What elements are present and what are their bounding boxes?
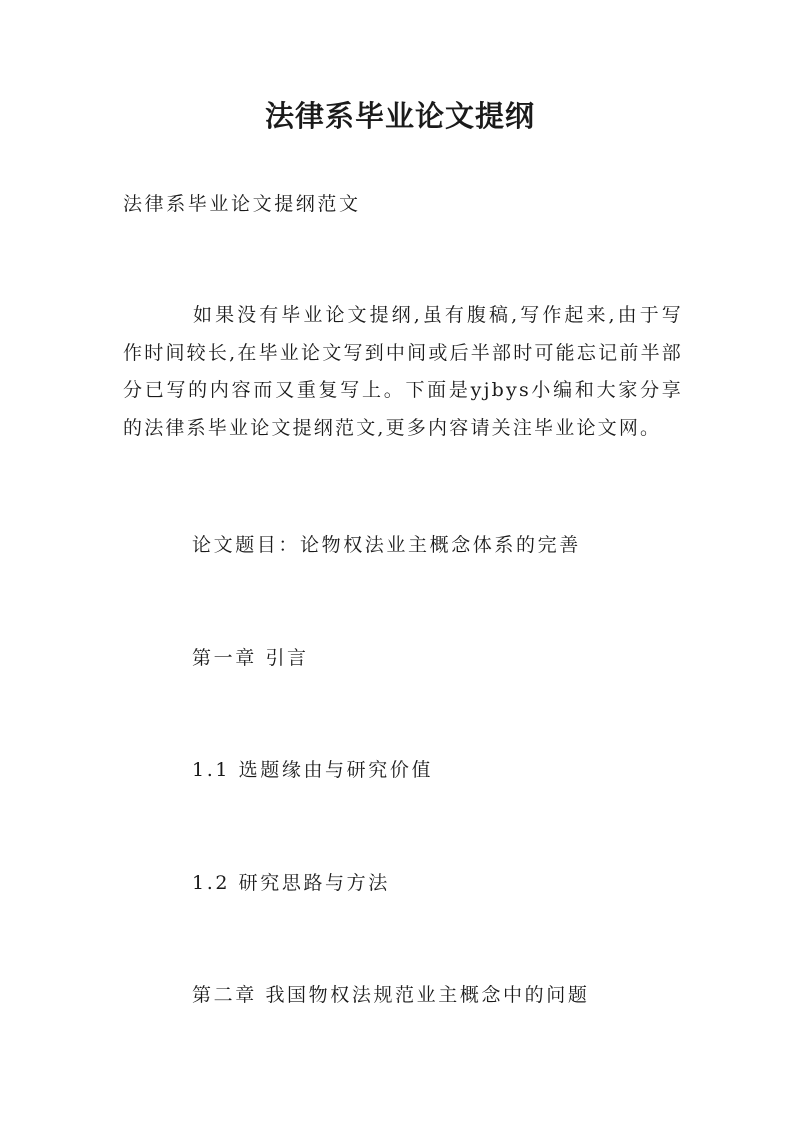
document-subtitle: 法律系毕业论文提纲范文 — [123, 193, 361, 215]
outline-item: 1.1 选题缘由与研究价值 — [192, 759, 434, 781]
thesis-topic: 论文题目：论物权法业主概念体系的完善 — [192, 534, 581, 556]
outline-item: 1.2 研究思路与方法 — [192, 872, 390, 894]
outline-item: 第一章 引言 — [192, 647, 309, 669]
document-title: 法律系毕业论文提纲 — [264, 99, 535, 133]
intro-paragraph: 如果没有毕业论文提纲,虽有腹稿,写作起来,由于写作时间较长,在毕业论文写到中间或后半部时可能忘记前半部分已写的内容而又重复写上。下面是yjbys小编和大家分享的法律系毕业论文提纲范文,更多内容请关注毕业论文网。 — [123, 304, 683, 439]
outline-item: 第二章 我国物权法规范业主概念中的问题 — [192, 984, 590, 1006]
